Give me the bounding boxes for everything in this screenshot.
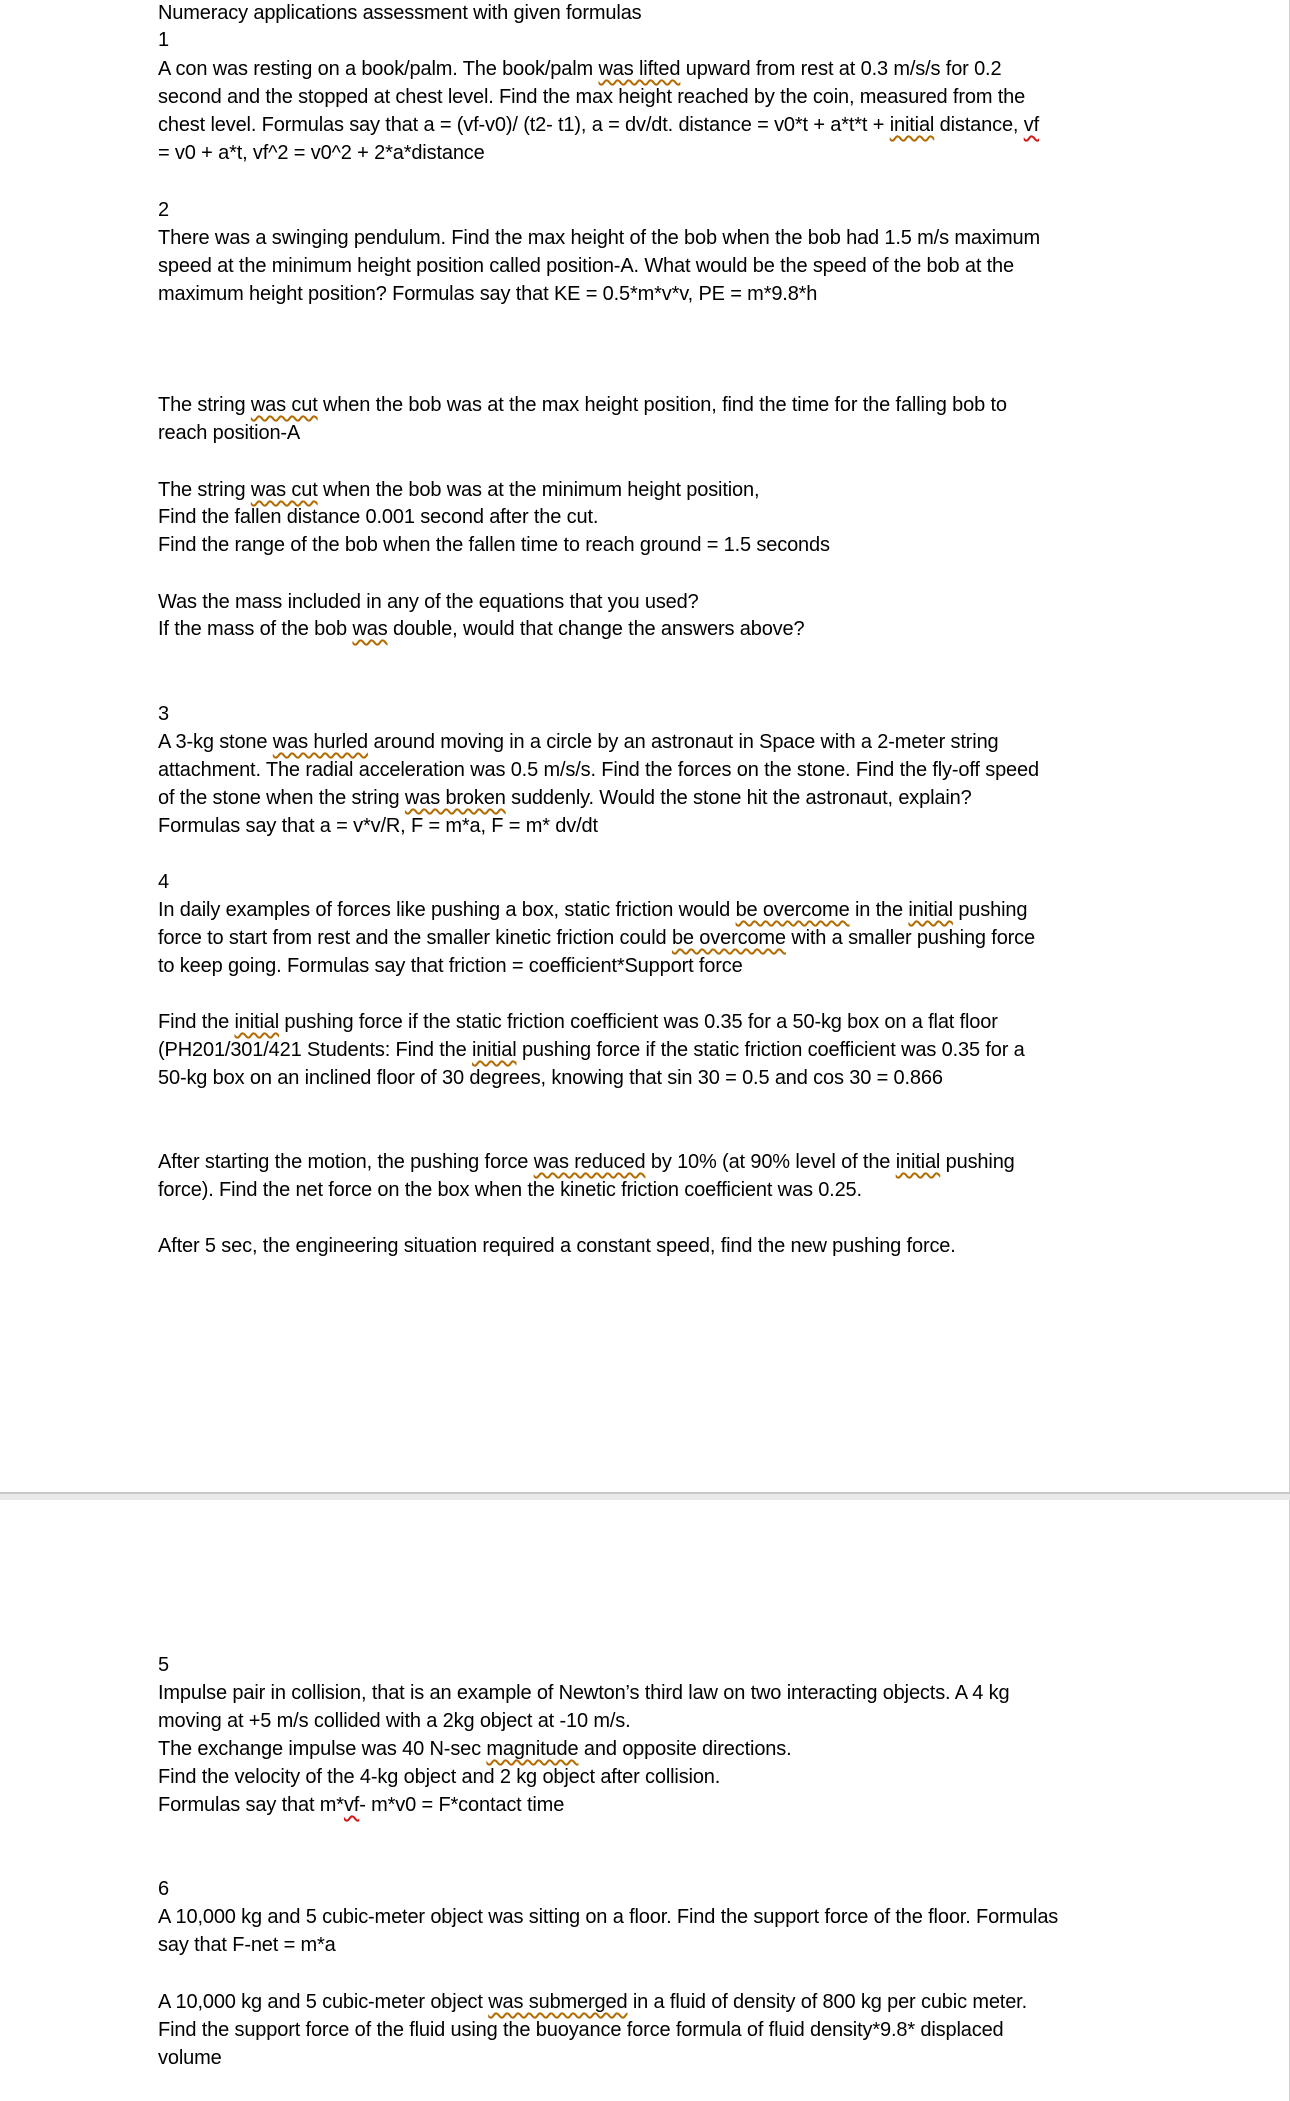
spelling-flagged-text[interactable]: vf bbox=[343, 1794, 360, 1816]
grammar-flagged-text[interactable]: be overcome bbox=[735, 899, 850, 921]
paragraph-line bbox=[158, 785, 972, 812]
grammar-flagged-text[interactable]: was submerged bbox=[488, 1991, 628, 2013]
grammar-flagged-text[interactable]: was cut bbox=[250, 479, 318, 501]
document-page-2 bbox=[0, 1500, 1290, 2101]
paragraph-line: moving at +5 m/s collided with a 2kg object at -10 m/s. bbox=[158, 1710, 631, 1732]
grammar-flagged-text[interactable]: be overcome bbox=[671, 927, 786, 949]
text-run: In daily examples of forces like pushing a box, static friction would bbox=[158, 899, 736, 921]
text-run: when the bob was at the max height position, find the time for the falling bob to bbox=[317, 394, 1007, 416]
grammar-flagged-text[interactable]: initial bbox=[895, 1151, 941, 1173]
paragraph-line: After 5 sec, the engineering situation required a constant speed, find the new pushing force. bbox=[158, 1235, 956, 1257]
text-run: in the bbox=[849, 899, 909, 921]
document-title: Numeracy applications assessment with given formulas bbox=[158, 2, 642, 24]
text-run: pushing bbox=[940, 1151, 1015, 1173]
text-run: and opposite directions. bbox=[578, 1738, 792, 1760]
grammar-flagged-text[interactable]: was lifted bbox=[598, 58, 681, 80]
text-run: force to start from rest and the smaller kinetic friction could bbox=[158, 927, 672, 949]
paragraph-line bbox=[158, 616, 804, 643]
text-run: The string bbox=[158, 394, 251, 416]
text-run: Formulas say that m* bbox=[158, 1794, 344, 1816]
grammar-flagged-text[interactable]: initial bbox=[472, 1039, 517, 1061]
paragraph-line: force). Find the net force on the box when the kinetic friction coefficient was 0.25. bbox=[158, 1179, 862, 1201]
paragraph-line bbox=[158, 1989, 1027, 2016]
paragraph-line: = v0 + a*t, vf^2 = v0^2 + 2*a*distance bbox=[158, 142, 485, 164]
paragraph-line bbox=[158, 56, 1001, 83]
paragraph-line: Find the support force of the fluid using the buoyance force formula of fluid density*9.8* displaced bbox=[158, 2019, 1004, 2041]
question-number: 5 bbox=[158, 1654, 169, 1676]
paragraph-line: Find the fallen distance 0.001 second after the cut. bbox=[158, 506, 599, 528]
paragraph-line bbox=[158, 925, 1035, 952]
text-run: of the stone when the string bbox=[158, 787, 405, 809]
text-run: chest level. Formulas say that a = (vf-v0)/ (t2- t1), a = dv/dt. distance = v0*t + a*t*t + bbox=[158, 114, 890, 136]
paragraph-line: to keep going. Formulas say that friction = coefficient*Support force bbox=[158, 955, 743, 977]
text-run: The exchange impulse was 40 N-sec bbox=[158, 1738, 487, 1760]
text-run: distance, bbox=[934, 114, 1024, 136]
text-run: in a fluid of density of 800 kg per cubic meter. bbox=[627, 1991, 1027, 2013]
paragraph-line: Find the range of the bob when the fallen time to reach ground = 1.5 seconds bbox=[158, 534, 830, 556]
paragraph-line bbox=[158, 112, 1039, 139]
question-number: 3 bbox=[158, 703, 169, 725]
paragraph-line bbox=[158, 392, 1007, 419]
grammar-flagged-text[interactable]: initial bbox=[889, 114, 935, 136]
paragraph-line bbox=[158, 1009, 998, 1036]
paragraph-line: Find the velocity of the 4-kg object and 2 kg object after collision. bbox=[158, 1766, 721, 1788]
paragraph-line: attachment. The radial acceleration was 0.5 m/s/s. Find the forces on the stone. Find the fly-off speed bbox=[158, 759, 1039, 781]
text-run: with a smaller pushing force bbox=[785, 927, 1036, 949]
grammar-flagged-text[interactable]: was cut bbox=[250, 394, 318, 416]
paragraph-line: say that F-net = m*a bbox=[158, 1934, 336, 1956]
paragraph-line bbox=[158, 1037, 1025, 1064]
text-run: After starting the motion, the pushing force bbox=[158, 1151, 534, 1173]
grammar-flagged-text[interactable]: magnitude bbox=[486, 1738, 579, 1760]
text-run: The string bbox=[158, 479, 251, 501]
text-run: pushing force if the static friction coefficient was 0.35 for a bbox=[516, 1039, 1025, 1061]
paragraph-line: speed at the minimum height position called position-A. What would be the speed of the bob at the bbox=[158, 255, 1014, 277]
text-run: double, would that change the answers above? bbox=[387, 618, 805, 640]
question-number: 1 bbox=[158, 29, 169, 51]
grammar-flagged-text[interactable]: initial bbox=[908, 899, 953, 921]
question-number: 2 bbox=[158, 199, 169, 221]
paragraph-line: second and the stopped at chest level. Find the max height reached by the coin, measured from the bbox=[158, 86, 1026, 108]
text-run: (PH201/301/421 Students: Find the bbox=[158, 1039, 473, 1061]
paragraph-line: There was a swinging pendulum. Find the max height of the bob when the bob had 1.5 m/s maximum bbox=[158, 227, 1040, 249]
paragraph-line: A 10,000 kg and 5 cubic-meter object was sitting on a floor. Find the support force of the floor. Formulas bbox=[158, 1906, 1059, 1928]
question-number: 6 bbox=[158, 1878, 169, 1900]
paragraph-line: Was the mass included in any of the equations that you used? bbox=[158, 591, 699, 613]
paragraph-line bbox=[158, 1736, 792, 1763]
text-run: If the mass of the bob bbox=[158, 618, 353, 640]
text-run: pushing force if the static friction coefficient was 0.35 for a 50-kg box on a flat floor bbox=[279, 1011, 998, 1033]
question-number: 4 bbox=[158, 871, 169, 893]
text-run: suddenly. Would the stone hit the astronaut, explain? bbox=[505, 787, 972, 809]
paragraph-line: Formulas say that a = v*v/R, F = m*a, F = m* dv/dt bbox=[158, 815, 598, 837]
text-run: pushing bbox=[952, 899, 1028, 921]
text-run: Find the bbox=[158, 1011, 235, 1033]
paragraph-line: volume bbox=[158, 2047, 222, 2069]
text-run: upward from rest at 0.3 m/s/s for 0.2 bbox=[680, 58, 1002, 80]
paragraph-line bbox=[158, 729, 999, 756]
grammar-flagged-text[interactable]: initial bbox=[234, 1011, 280, 1033]
text-run: A 3-kg stone bbox=[158, 731, 273, 753]
paragraph-line bbox=[158, 477, 759, 504]
paragraph-line: reach position-A bbox=[158, 422, 301, 444]
text-run: - m*v0 = F*contact time bbox=[359, 1794, 565, 1816]
paragraph-line: maximum height position? Formulas say that KE = 0.5*m*v*v, PE = m*9.8*h bbox=[158, 283, 818, 305]
grammar-flagged-text[interactable]: was bbox=[352, 618, 388, 640]
paragraph-line: Impulse pair in collision, that is an example of Newton’s third law on two interacting objects. A 4 kg bbox=[158, 1682, 1010, 1704]
grammar-flagged-text[interactable]: was reduced bbox=[533, 1151, 646, 1173]
paragraph-line bbox=[158, 897, 1027, 924]
text-run: A 10,000 kg and 5 cubic-meter object bbox=[158, 1991, 489, 2013]
paragraph-line bbox=[158, 1792, 564, 1819]
text-run: around moving in a circle by an astronaut in Space with a 2-meter string bbox=[368, 731, 999, 753]
paragraph-line bbox=[158, 1149, 1015, 1176]
text-run: A con was resting on a book/palm. The book/palm bbox=[158, 58, 599, 80]
grammar-flagged-text[interactable]: was broken bbox=[404, 787, 506, 809]
grammar-flagged-text[interactable]: was hurled bbox=[272, 731, 369, 753]
page-break bbox=[0, 1492, 1290, 1500]
spelling-flagged-text[interactable]: vf bbox=[1023, 114, 1039, 136]
text-run: when the bob was at the minimum height position, bbox=[317, 479, 760, 501]
text-run: by 10% (at 90% level of the bbox=[645, 1151, 896, 1173]
paragraph-line: 50-kg box on an inclined floor of 30 degrees, knowing that sin 30 = 0.5 and cos 30 = 0.866 bbox=[158, 1067, 943, 1089]
